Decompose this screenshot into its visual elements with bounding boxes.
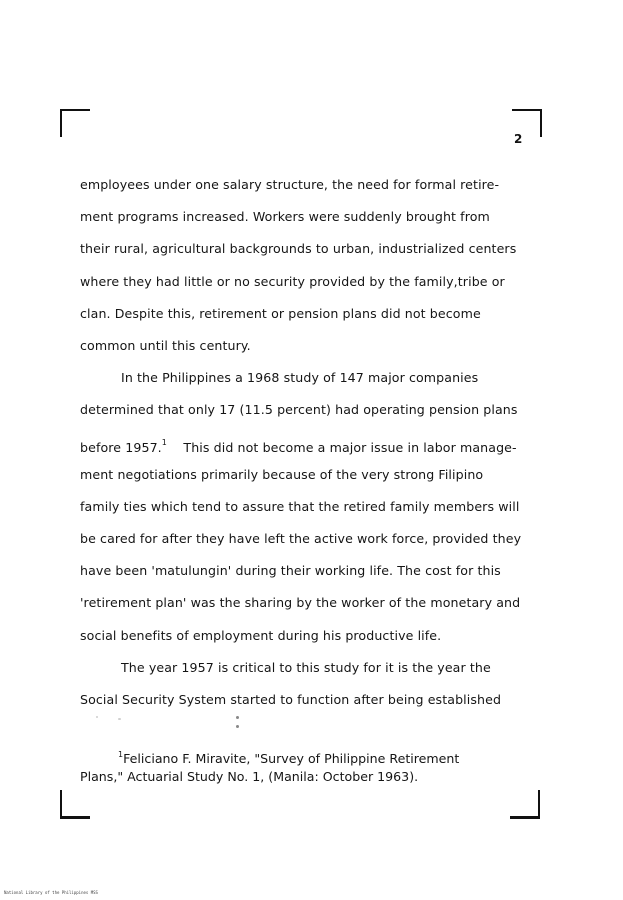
body-line: social benefits of employment during his productive life. <box>80 627 442 643</box>
footnote-text: Feliciano F. Miravite, "Survey of Philippine Retirement <box>123 751 460 766</box>
body-text <box>80 172 550 719</box>
body-line-start: before 1957. <box>80 439 162 455</box>
crop-mark-top-right <box>512 109 542 111</box>
body-line: Social Security System started to function after being established <box>80 692 502 707</box>
scan-speckle <box>96 716 98 718</box>
body-line: ment negotiations primarily because of the very strong Filipino <box>80 466 484 482</box>
body-line: family ties which tend to assure that the retired family members will <box>80 498 520 514</box>
crop-mark-bottom-right <box>510 816 540 819</box>
scan-speckle <box>118 718 121 720</box>
footnote <box>80 745 520 789</box>
body-line: have been 'matulungin' during their working life. The cost for this <box>80 563 501 579</box>
crop-mark-bottom-left <box>60 790 62 818</box>
body-line: where they had little or no security provided by the family,tribe or <box>80 273 505 289</box>
body-line: determined that only 17 (11.5 percent) had operating pension plans <box>80 402 518 418</box>
crop-mark-top-left <box>60 109 62 137</box>
body-line <box>80 430 550 462</box>
body-line: common until this century. <box>80 337 251 353</box>
body-line: employees under one salary structure, the need for formal retire- <box>80 177 500 192</box>
crop-mark-bottom-right <box>538 790 540 818</box>
body-line: ment programs increased. Workers were suddenly brought from <box>80 209 490 225</box>
scan-speckle <box>236 725 239 728</box>
scan-speckle <box>236 716 239 719</box>
crop-mark-top-right <box>540 109 542 137</box>
page-number: 2 <box>514 132 523 146</box>
body-line-rest: This did not become a major issue in labor manage- <box>183 439 517 455</box>
body-line: The year 1957 is critical to this study for it is the year the <box>121 659 491 675</box>
body-line: be cared for after they have left the active work force, provided they <box>80 531 522 547</box>
body-line: In the Philippines a 1968 study of 147 major companies <box>121 370 479 386</box>
crop-mark-bottom-left <box>60 816 90 819</box>
footnote-line: Plans," Actuarial Study No. 1, (Manila: October 1963). <box>80 769 419 784</box>
body-line: their rural, agricultural backgrounds to urban, industrialized centers <box>80 241 517 257</box>
body-line: 'retirement plan' was the sharing by the worker of the monetary and <box>80 595 521 611</box>
footnote-reference: 1 <box>161 437 167 447</box>
crop-mark-top-left <box>60 109 90 111</box>
body-line: clan. Despite this, retirement or pension plans did not become <box>80 305 481 321</box>
archive-stamp: National Library of the Philippines MSS <box>4 890 98 895</box>
footnote-marker: 1 <box>118 750 124 759</box>
footnote-line <box>80 745 520 767</box>
